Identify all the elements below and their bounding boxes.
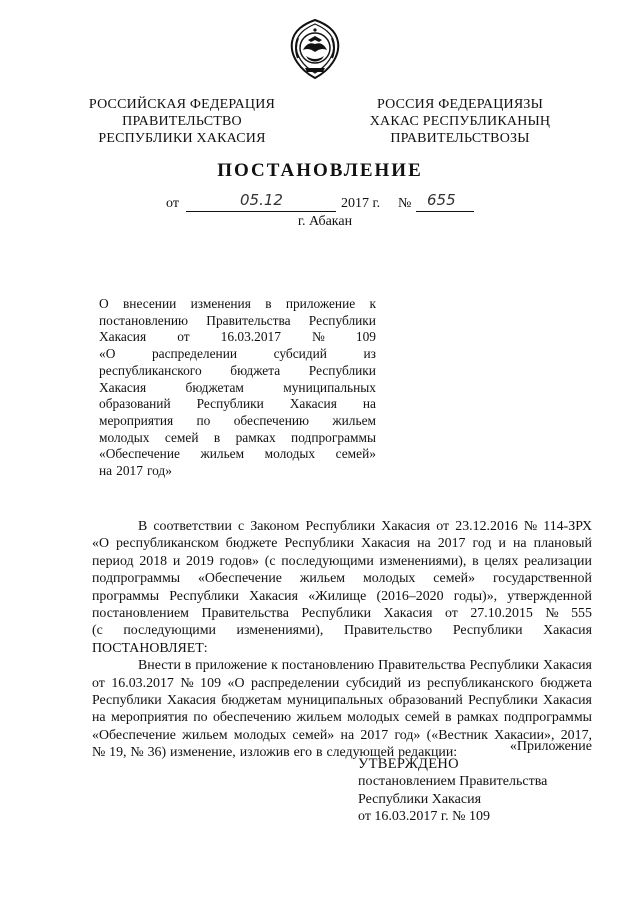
- handwritten-date: 05.12: [240, 191, 283, 209]
- approval-block: [358, 756, 547, 826]
- body-line: № 19, № 36) изменение, изложив его в следующей редакции:: [92, 745, 458, 761]
- approved-line: от 16.03.2017 г. № 109: [358, 809, 490, 825]
- body-line: постановлением Правительства Республики Хакасия от 27.10.2015 № 555: [92, 606, 592, 622]
- body-line: «Обеспечение жильем молодых семей» на 2017 год» («Вестник Хакасии», 2017,: [92, 727, 592, 743]
- coat-of-arms-icon: [286, 18, 344, 80]
- subject-line: Хакасия бюджетам муниципальных: [99, 379, 376, 395]
- header-left-line: РОССИЙСКАЯ ФЕДЕРАЦИЯ: [88, 97, 276, 112]
- body-line: программы Республики Хакасия «Жилище (2016–2020 годы)», утвержденной: [92, 588, 592, 604]
- appendix-heading: «Приложение: [509, 739, 592, 754]
- header-right-line: РОССИЯ ФЕДЕРАЦИЯЗЫ: [376, 97, 544, 112]
- body-line: Внести в приложение к постановлению Правительства Республики Хакасия: [138, 658, 592, 674]
- subject-line: постановлению Правительства Республики: [99, 312, 376, 328]
- body-line: (с последующими изменениями), Правительство Республики Хакасия: [92, 623, 592, 639]
- body-line: от 16.03.2017 № 109 «О распределении субсидий из республиканского бюджета: [92, 675, 592, 691]
- subject-line: молодых семей в рамках подпрограммы: [99, 429, 376, 445]
- document-body: [92, 518, 592, 762]
- header-russian: [82, 96, 282, 147]
- body-line: Республики Хакасия бюджетам муниципальных образований Республики Хакасия: [92, 693, 592, 709]
- header-right-line: ХАКАС РЕСПУБЛИКАНЫҢ: [369, 114, 551, 129]
- header-khakas: [360, 96, 560, 147]
- subject-line: республиканского бюджета Республики: [99, 362, 376, 378]
- document-subject: [99, 296, 376, 480]
- document-title: ПОСТАНОВЛЕНИЕ: [217, 160, 423, 181]
- approved-line: постановлением Правительства: [358, 774, 548, 790]
- subject-line: мероприятия по обеспечению жильем: [99, 412, 376, 428]
- subject-line: О внесении изменения в приложение к: [99, 296, 376, 311]
- subject-line: «О распределении субсидий из: [99, 346, 376, 362]
- header-left-line: ПРАВИТЕЛЬСТВО: [122, 114, 242, 129]
- body-line: «О республиканском бюджете Республики Хакасия на 2017 год и на плановый: [92, 536, 592, 552]
- approved-caption: УТВЕРЖДЕНО: [358, 756, 459, 772]
- body-line: подпрограммы «Обеспечение жильем молодых семей» государственной: [92, 571, 592, 587]
- body-line: В соответствии с Законом Республики Хакасия от 23.12.2016 № 114-ЗРХ: [138, 519, 592, 534]
- handwritten-number: 655: [427, 191, 456, 209]
- header-left-line: РЕСПУБЛИКИ ХАКАСИЯ: [98, 131, 266, 146]
- subject-line: образований Республики Хакасия на: [99, 396, 376, 412]
- number-underline: [416, 211, 474, 212]
- number-sign: №: [398, 196, 412, 211]
- date-prefix: от: [166, 196, 179, 211]
- body-line: ПОСТАНОВЛЯЕТ:: [92, 640, 208, 656]
- date-underline: [186, 211, 336, 212]
- date-year: 2017 г.: [341, 196, 381, 211]
- subject-line: Хакасия от 16.03.2017 № 109: [99, 329, 376, 345]
- header-right-line: ПРАВИТЕЛЬСТВОЗЫ: [390, 131, 530, 146]
- city: г. Абакан: [297, 214, 353, 229]
- body-line: период 2018 и 2019 годов» (с последующими изменениями), в целях реализации: [92, 553, 592, 569]
- subject-line: «Обеспечение жильем молодых семей»: [99, 446, 376, 462]
- subject-line: на 2017 год»: [99, 463, 172, 479]
- body-line: на мероприятия по обеспечению жильем молодых семей в рамках подпрограммы: [92, 710, 592, 726]
- approved-line: Республики Хакасия: [358, 791, 482, 807]
